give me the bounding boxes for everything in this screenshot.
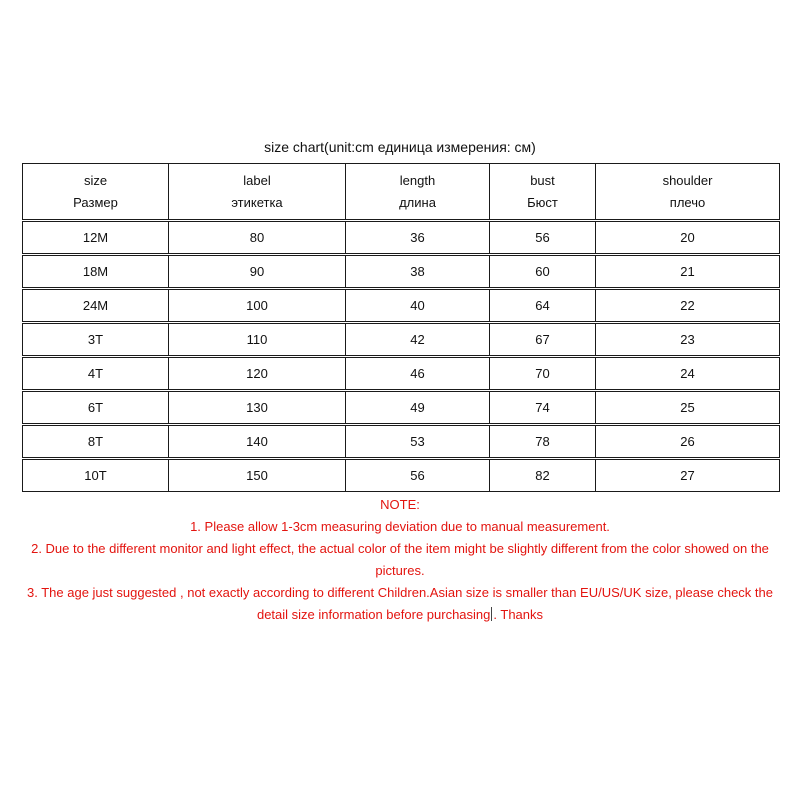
header-bust-en: bust [530,172,555,188]
header-size [23,164,169,221]
cell-bust: 67 [490,323,596,357]
header-size-en: size [83,172,108,188]
table-header-row [23,164,780,221]
cell-size: 4T [23,357,169,391]
header-shoulder-ru: плечо [669,194,706,210]
cell-bust: 78 [490,425,596,459]
cell-label: 150 [169,459,346,492]
note-3 [20,582,780,626]
table-row [23,221,780,255]
cell-bust: 70 [490,357,596,391]
cell-shoulder: 25 [596,391,780,425]
table-row [23,391,780,425]
cell-size: 6T [23,391,169,425]
cell-length: 53 [346,425,490,459]
header-size-ru: Размер [73,194,118,210]
table-row [23,425,780,459]
cell-size: 8T [23,425,169,459]
cell-length: 40 [346,289,490,323]
header-shoulder-en: shoulder [662,172,713,188]
cell-shoulder: 21 [596,255,780,289]
note-2: 2. Due to the different monitor and light effect, the actual color of the item might be slightly different from the color showed on the pictures. [31,541,769,578]
cell-shoulder: 24 [596,357,780,391]
header-label [169,164,346,221]
cell-label: 120 [169,357,346,391]
cell-length: 49 [346,391,490,425]
cell-length: 42 [346,323,490,357]
cell-label: 130 [169,391,346,425]
cell-label: 80 [169,221,346,255]
page-title: size chart(unit:cm единица измерения: см) [264,139,536,155]
cell-size: 18M [23,255,169,289]
table-row [23,357,780,391]
header-bust-ru: Бюст [527,194,558,210]
cell-size: 3T [23,323,169,357]
header-label-ru: этикетка [231,194,283,210]
cell-shoulder: 23 [596,323,780,357]
cell-bust: 74 [490,391,596,425]
cell-label: 100 [169,289,346,323]
header-length-en: length [399,172,436,188]
note-1: 1. Please allow 1-3cm measuring deviation due to manual measurement. [190,519,610,534]
cell-shoulder: 20 [596,221,780,255]
cell-length: 56 [346,459,490,492]
header-shoulder [596,164,780,221]
cell-label: 140 [169,425,346,459]
cell-shoulder: 22 [596,289,780,323]
table-row [23,289,780,323]
cell-length: 36 [346,221,490,255]
table-row [23,323,780,357]
header-bust [490,164,596,221]
note-3-text: 3. The age just suggested , not exactly according to different Children.Asian size is smaller than EU/US/UK size, please check the detail size information before purchasing [27,585,773,622]
table-row [23,459,780,492]
header-length [346,164,490,221]
cell-bust: 64 [490,289,596,323]
cell-size: 24M [23,289,169,323]
note-heading: NOTE: [380,497,420,512]
cell-bust: 82 [490,459,596,492]
cell-bust: 60 [490,255,596,289]
cell-length: 46 [346,357,490,391]
size-chart-table [22,163,780,492]
cell-shoulder: 27 [596,459,780,492]
notes-section [20,494,780,626]
cell-length: 38 [346,255,490,289]
cell-size: 12M [23,221,169,255]
cell-shoulder: 26 [596,425,780,459]
table-row [23,255,780,289]
cell-label: 110 [169,323,346,357]
cell-label: 90 [169,255,346,289]
cell-size: 10T [23,459,169,492]
cell-bust: 56 [490,221,596,255]
header-length-ru: длина [399,194,436,210]
note-3-thanks: . Thanks [493,607,544,622]
header-label-en: label [243,172,271,188]
